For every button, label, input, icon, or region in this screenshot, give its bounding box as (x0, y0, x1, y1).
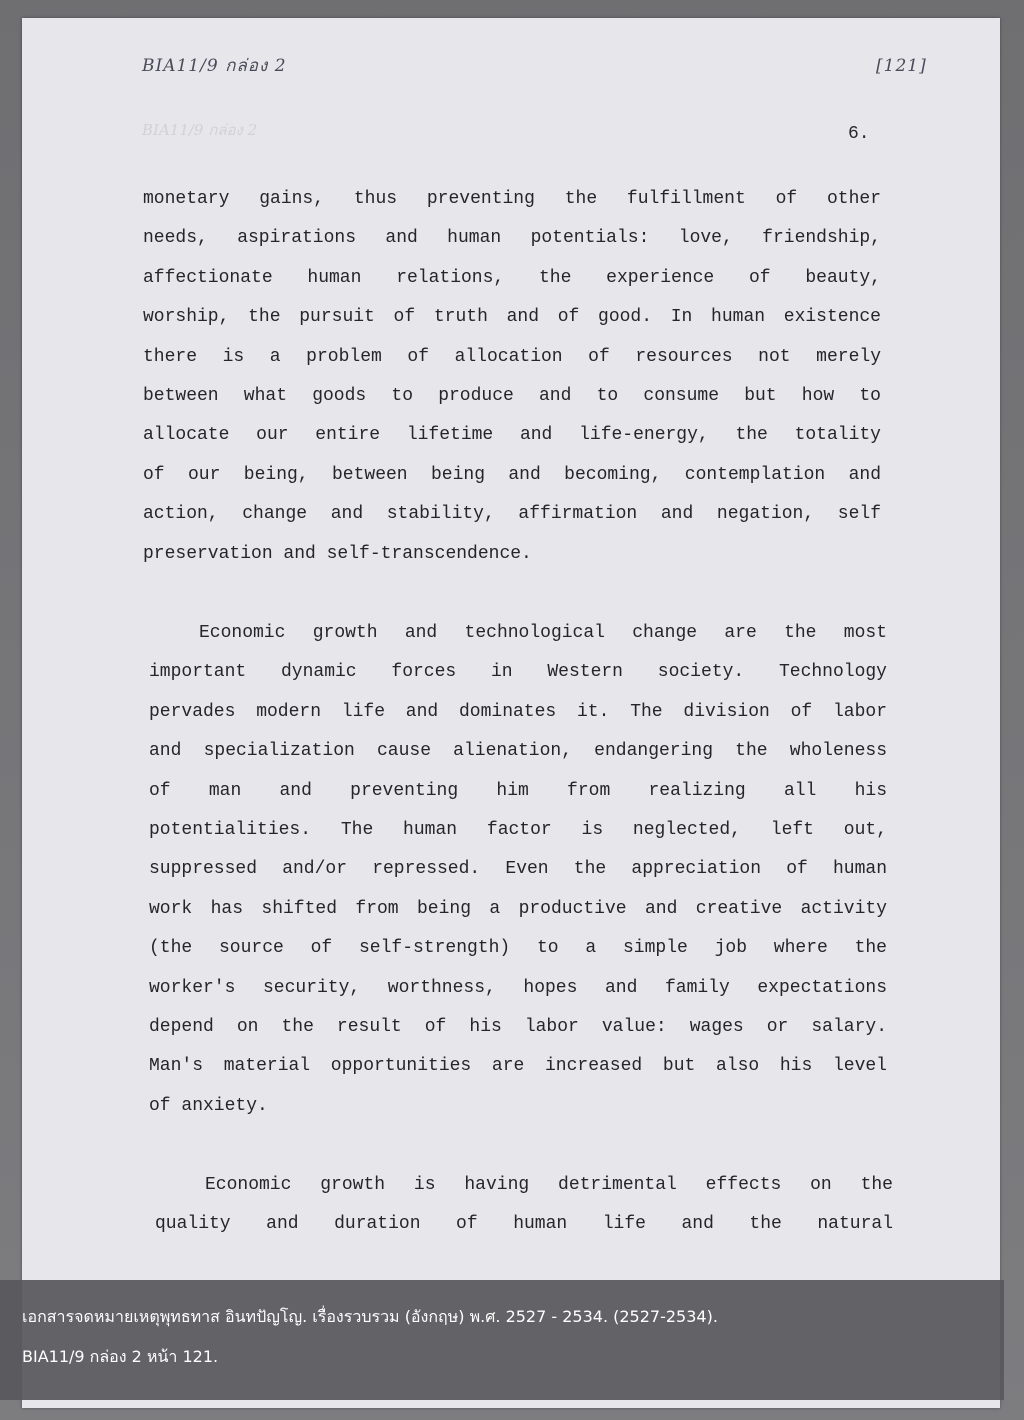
text-line: depend on the result of his labor value: wages or salary. (149, 1016, 887, 1037)
text-line: monetary gains, thus preventing the fulfillment of other (143, 189, 881, 209)
caption-reference: BIA11/9 กล่อง 2 หน้า 121. (22, 1347, 219, 1366)
text-line: pervades modern life and dominates it. The division of labor (149, 701, 887, 722)
text-line: needs, aspirations and human potentials: love, friendship, (143, 228, 881, 249)
paragraph-1 (143, 180, 881, 574)
text-line: quality and duration of human life and the natural (155, 1214, 893, 1235)
text-line: between what goods to produce and to consume but how to (143, 385, 881, 406)
text-line: and specialization cause alienation, endangering the wholeness (149, 741, 887, 762)
text-line: work has shifted from being a productive and creative activity (149, 898, 887, 919)
text-line: potentialities. The human factor is neglected, left out, (149, 819, 887, 840)
faint-bleedthrough-note: BIA11/9 กล่อง 2 (142, 121, 258, 139)
text-line: of anxiety. (149, 1095, 268, 1116)
text-line: allocate our entire lifetime and life-energy, the totality (143, 425, 881, 446)
text-line: action, change and stability, affirmation and negation, self (143, 504, 881, 525)
paragraph-3 (155, 1166, 893, 1245)
text-line: there is a problem of allocation of resources not merely (143, 346, 881, 367)
text-line: of man and preventing him from realizing all his (149, 780, 887, 801)
caption-title: เอกสารจดหมายเหตุพุทธทาส อินทปัญโญ. เรื่องรวบรวม (อังกฤษ) พ.ศ. 2527 - 2534. (2527-2534). (22, 1307, 718, 1326)
text-line: affectionate human relations, the experience of beauty, (143, 267, 881, 288)
text-line: of our being, between being and becoming, contemplation and (143, 464, 881, 485)
handwritten-page-ref: [121] (876, 56, 927, 76)
text-line: suppressed and/or repressed. Even the appreciation of human (149, 859, 887, 880)
page-number: 6. (848, 124, 870, 144)
text-line: important dynamic forces in Western society. Technology (149, 662, 887, 683)
text-line: Economic growth and technological change are the most (199, 623, 887, 643)
text-line: worship, the pursuit of truth and of good. In human existence (143, 307, 881, 328)
text-line: preservation and self-transcendence. (143, 543, 532, 564)
text-line: Economic growth is having detrimental effects on the (205, 1175, 893, 1195)
text-line: worker's security, worthness, hopes and family expectations (149, 977, 887, 998)
paragraph-2 (149, 614, 887, 1126)
caption-overlay (0, 1280, 1004, 1400)
text-line: (the source of self-strength) to a simple job where the (149, 938, 887, 959)
text-line: Man's material opportunities are increased but also his level (149, 1056, 887, 1077)
handwritten-archive-code: BIA11/9 กล่อง 2 (142, 56, 287, 76)
